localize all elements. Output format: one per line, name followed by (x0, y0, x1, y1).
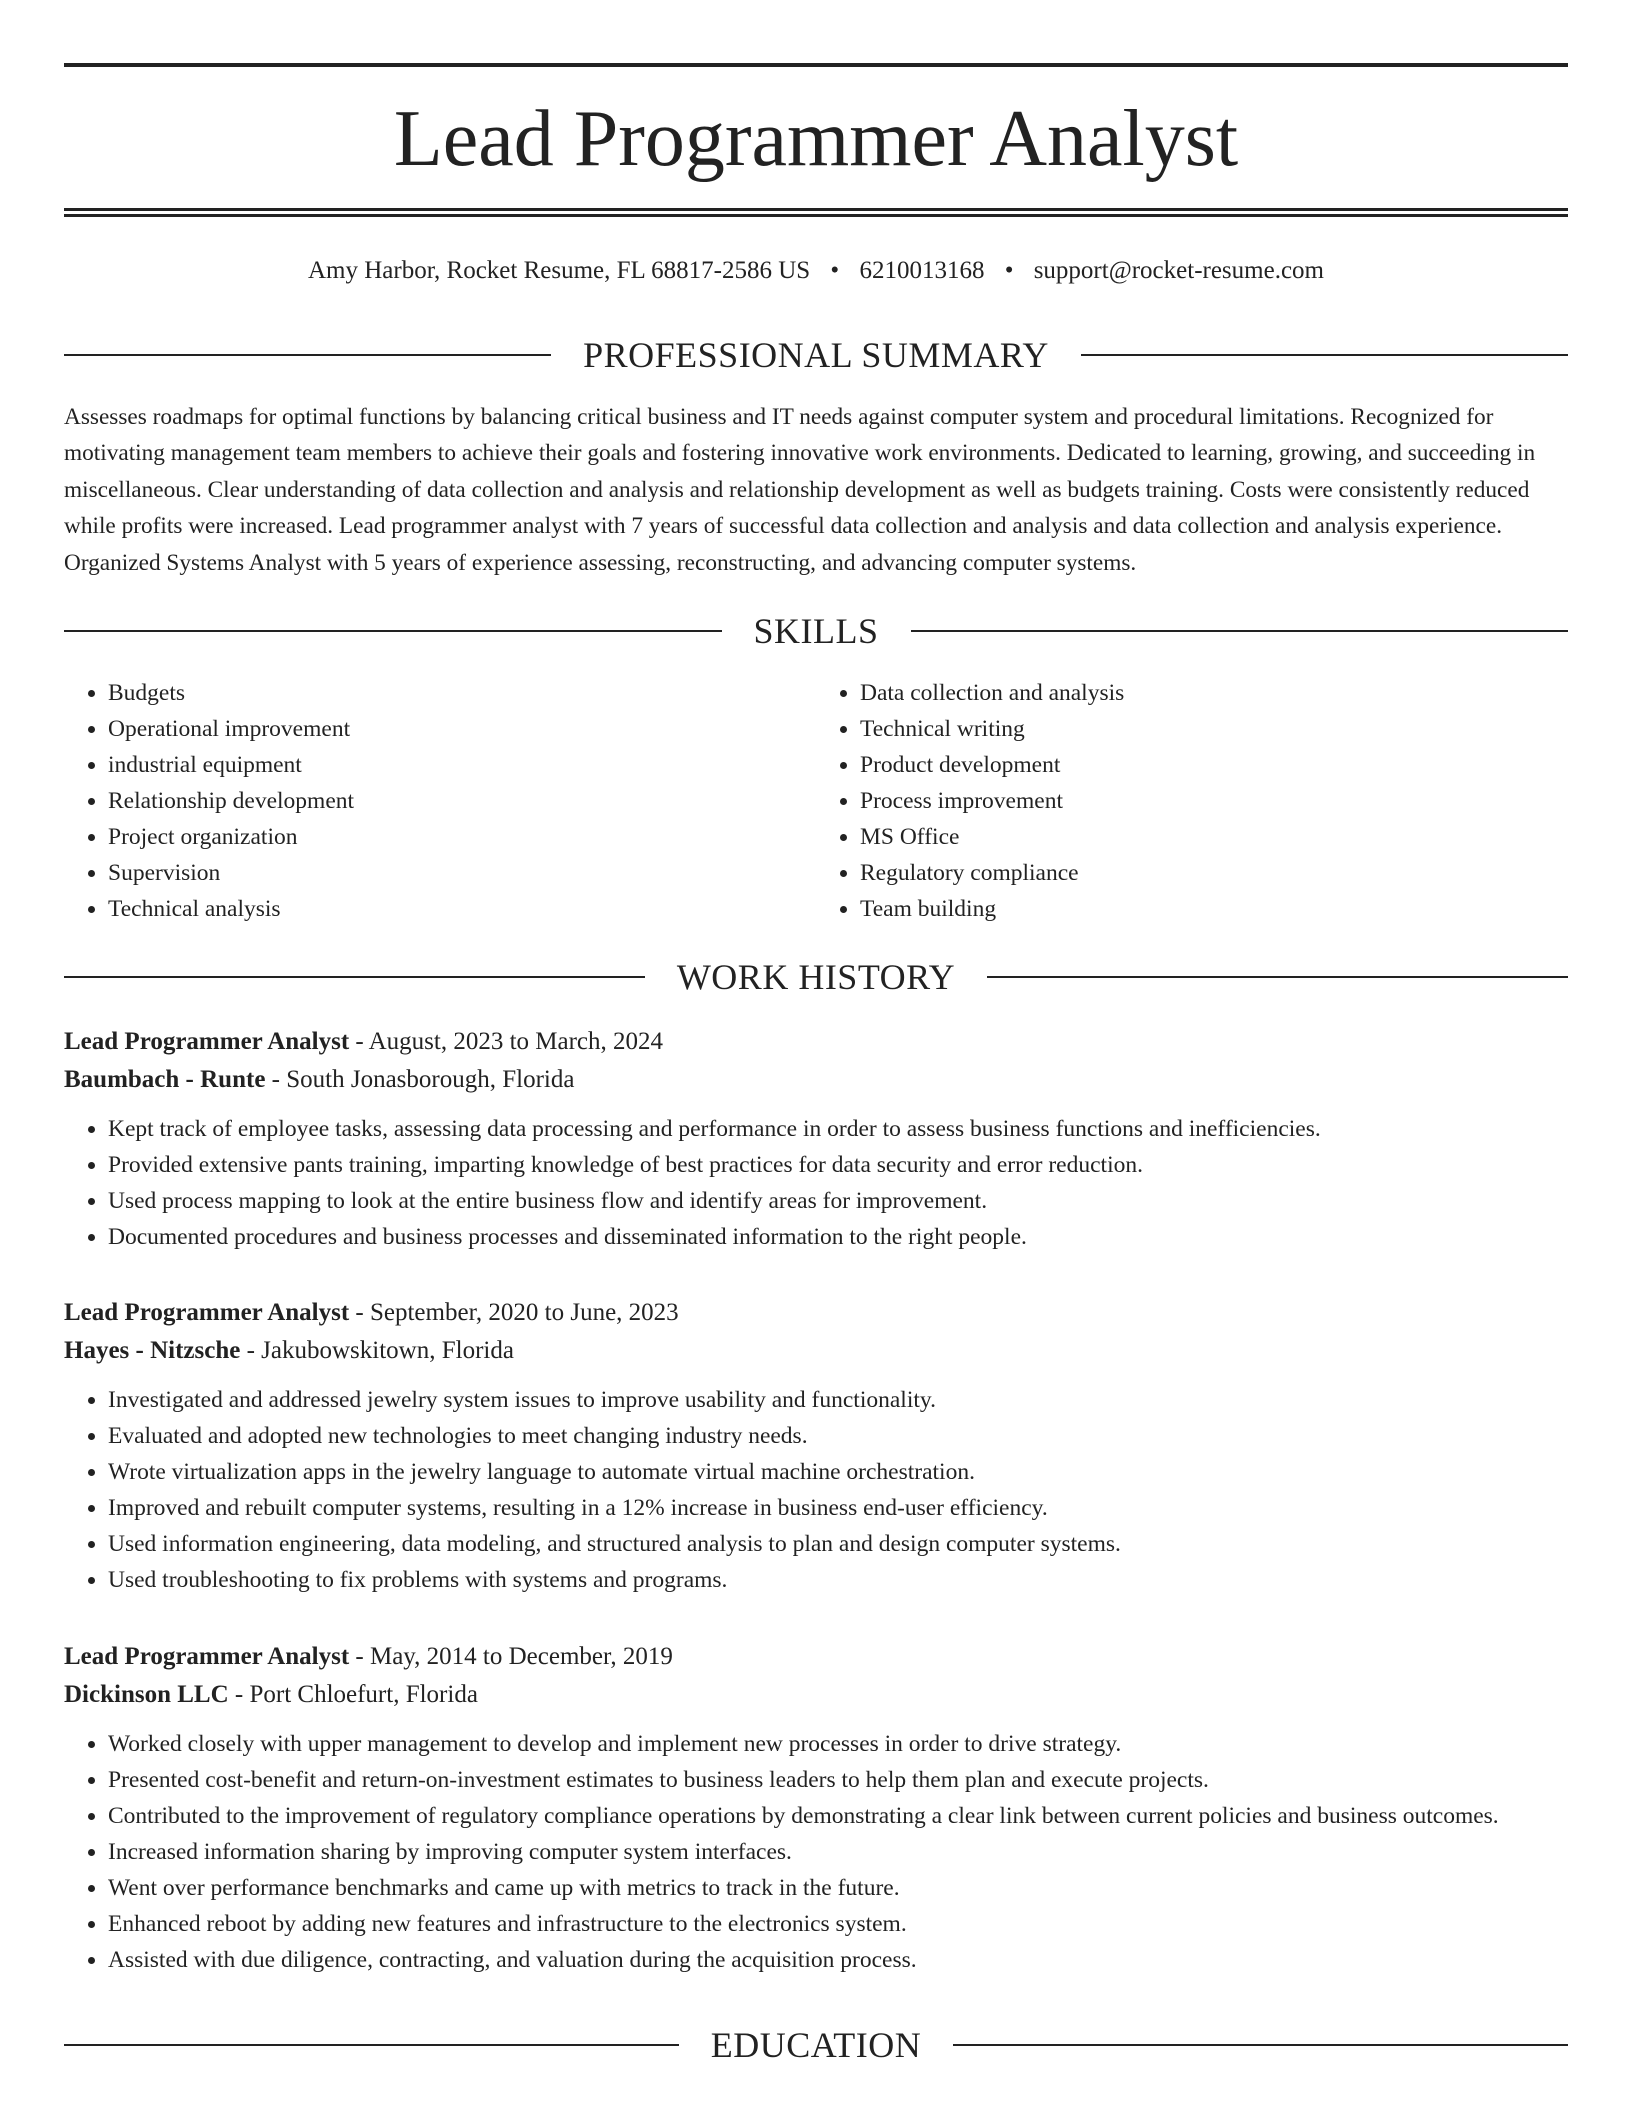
heading-rule-right (987, 976, 1568, 978)
contact-line (64, 256, 1568, 286)
job-dates: - August, 2023 to March, 2024 (349, 1028, 664, 1055)
job-bullet: • Worked closely with upper management to develop and implement new processes in order to drive strategy. (108, 1726, 1568, 1762)
skills-column-right (816, 675, 1568, 927)
skill-item: • MS Office (860, 819, 1568, 855)
job-company: Hayes - Nitzsche (64, 1337, 241, 1364)
job-bullet: • Used information engineering, data modeling, and structured analysis to plan and design computer systems. (108, 1526, 1568, 1562)
heading-rule-left (64, 354, 551, 356)
job-bullet: • Kept track of employee tasks, assessing data processing and performance in order to assess business functions and inefficiencies. (108, 1111, 1568, 1147)
job-entry (64, 1023, 1568, 1255)
job-title-line (64, 1638, 1568, 1676)
job-title: Lead Programmer Analyst (64, 1643, 350, 1670)
skill-item: • Budgets (108, 675, 816, 711)
section-heading-summary (64, 335, 1568, 375)
section-heading-skills (64, 611, 1568, 651)
contact-address: Amy Harbor, Rocket Resume, FL 68817-2586 US (307, 257, 811, 284)
job-bullet: • Increased information sharing by improving computer system interfaces. (108, 1834, 1568, 1870)
skill-item: • Supervision (108, 855, 816, 891)
heading-rule-left (64, 976, 645, 978)
section-title-work: WORK HISTORY (676, 957, 956, 997)
contact-separator: • (1004, 257, 1014, 284)
job-bullet: • Wrote virtualization apps in the jewelry language to automate virtual machine orchestration. (108, 1454, 1568, 1490)
job-bullet: • Improved and rebuilt computer systems, resulting in a 12% increase in business end-user efficiency. (108, 1490, 1568, 1526)
skill-item: • Technical analysis (108, 891, 816, 927)
heading-rule-right (1081, 354, 1568, 356)
job-bullet: • Contributed to the improvement of regulatory compliance operations by demonstrating a clear link between current policies and business outcomes. (108, 1798, 1568, 1834)
section-heading-education (64, 2025, 1568, 2065)
skill-item: • Regulatory compliance (860, 855, 1568, 891)
section-heading-work (64, 957, 1568, 997)
job-bullet: • Used troubleshooting to fix problems with systems and programs. (108, 1562, 1568, 1598)
section-title-education: EDUCATION (710, 2025, 922, 2065)
job-bullet: • Documented procedures and business processes and disseminated information to the right people. (108, 1219, 1568, 1255)
contact-phone: 6210013168 (859, 257, 985, 284)
skills-column-left (64, 675, 816, 927)
skill-item: • industrial equipment (108, 747, 816, 783)
job-title-line (64, 1294, 1568, 1332)
contact-email: support@rocket-resume.com (1033, 257, 1324, 284)
job-bullet: • Provided extensive pants training, imparting knowledge of best practices for data security and error reduction. (108, 1147, 1568, 1183)
job-bullets (64, 1111, 1568, 1255)
skill-item: • Technical writing (860, 711, 1568, 747)
contact-separator: • (830, 257, 840, 284)
job-location: - Port Chloefurt, Florida (228, 1681, 478, 1708)
job-company-line (64, 1676, 1568, 1714)
job-entry (64, 1638, 1568, 1978)
job-title-line (64, 1023, 1568, 1061)
heading-rule-right (953, 2044, 1568, 2046)
skill-item: • Data collection and analysis (860, 675, 1568, 711)
job-title: Lead Programmer Analyst (64, 1028, 350, 1055)
skill-item: • Team building (860, 891, 1568, 927)
heading-rule-left (64, 630, 722, 632)
job-bullet: • Used process mapping to look at the entire business flow and identify areas for improvement. (108, 1183, 1568, 1219)
job-bullet: • Enhanced reboot by adding new features and infrastructure to the electronics system. (108, 1906, 1568, 1942)
skill-item: • Product development (860, 747, 1568, 783)
summary-text: Assesses roadmaps for optimal functions by balancing critical business and IT needs against computer system and procedural limitations. Recognized for motivating management team members to achieve their goals and fostering innovative work environments. Dedicated to learning, growing, and succeeding in miscellaneous. Clear understanding of data collection and analysis and relationship development as well as budgets training. Costs were consistently reduced while profits were increased. Lead programmer analyst with 7 years of successful data collection and analysis and data collection and analysis experience. Organized Systems Analyst with 5 years of experience assessing, reconstructing, and advancing computer systems. (64, 404, 1536, 576)
job-title: Lead Programmer Analyst (64, 1299, 350, 1326)
skill-item: • Project organization (108, 819, 816, 855)
job-company-line (64, 1332, 1568, 1370)
skill-item: • Process improvement (860, 783, 1568, 819)
job-location: - Jakubowskitown, Florida (240, 1337, 514, 1364)
job-bullets (64, 1726, 1568, 1978)
job-bullet: • Evaluated and adopted new technologies to meet changing industry needs. (108, 1418, 1568, 1454)
skill-item: • Operational improvement (108, 711, 816, 747)
heading-rule-left (64, 2044, 679, 2046)
job-company: Baumbach - Runte (64, 1066, 266, 1093)
job-bullet: • Assisted with due diligence, contracting, and valuation during the acquisition process. (108, 1942, 1568, 1978)
title-double-rule (64, 208, 1568, 217)
job-company: Dickinson LLC (64, 1681, 229, 1708)
top-rule (64, 63, 1568, 67)
job-dates: - September, 2020 to June, 2023 (349, 1299, 679, 1326)
job-bullets (64, 1382, 1568, 1598)
job-bullet: • Went over performance benchmarks and came up with metrics to track in the future. (108, 1870, 1568, 1906)
job-company-line (64, 1061, 1568, 1099)
job-bullet: • Investigated and addressed jewelry system issues to improve usability and functionality. (108, 1382, 1568, 1418)
job-dates: - May, 2014 to December, 2019 (349, 1643, 673, 1670)
skill-item: • Relationship development (108, 783, 816, 819)
skills-list (64, 675, 1568, 927)
section-title-skills: SKILLS (753, 611, 879, 651)
job-entry (64, 1294, 1568, 1598)
job-location: - South Jonasborough, Florida (265, 1066, 575, 1093)
heading-rule-right (911, 630, 1569, 632)
job-bullet: • Presented cost-benefit and return-on-investment estimates to business leaders to help them plan and execute projects. (108, 1762, 1568, 1798)
resume-title: Lead Programmer Analyst (393, 95, 1239, 183)
section-title-summary: PROFESSIONAL SUMMARY (583, 335, 1049, 375)
